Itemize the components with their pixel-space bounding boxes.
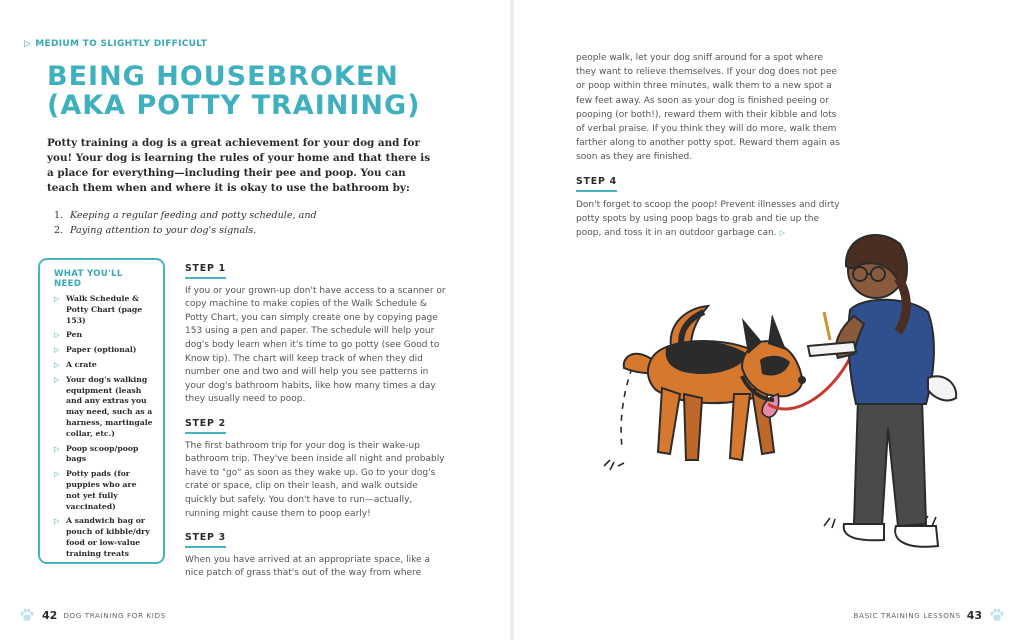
- paw-print-icon: [988, 606, 1006, 624]
- triangle-bullet-icon: ▷: [54, 359, 60, 369]
- need-item: [54, 294, 153, 326]
- need-item: [54, 330, 153, 341]
- step-4-text: Don't forget to scoop the poop! Prevent illnesses and dirty potty spots by using poop bags to grab and tie up the poop, and toss it in an outdoor garbage can.: [576, 199, 840, 239]
- triangle-bullet-icon: ▷: [54, 345, 60, 355]
- left-footer: [18, 606, 166, 624]
- need-item-text: Your dog's walking equipment (leash and any extras you may need, such as a harness, martingale collar, etc.): [66, 374, 153, 438]
- need-item-text: Walk Schedule & Potty Chart (page 153): [66, 294, 143, 325]
- need-item-text: A sandwich bag or pouch of kibble/dry food or low-value training treats: [66, 516, 150, 558]
- step-3-heading: STEP 3: [185, 531, 226, 548]
- steps-column: [185, 258, 447, 587]
- page-title: [47, 62, 421, 120]
- need-box-title: WHAT YOU'LL NEED: [54, 269, 123, 289]
- reason-item: [54, 223, 317, 238]
- need-item-text: A crate: [66, 359, 97, 369]
- step-3-text: When you have arrived at an appropriate space, like a nice patch of grass that's out of the way from where: [185, 554, 430, 579]
- dog: [624, 306, 806, 460]
- need-item: [54, 516, 153, 559]
- reasons-list: [54, 208, 317, 238]
- step-1-heading: STEP 1: [185, 262, 226, 279]
- triangle-bullet-icon: ▷: [54, 516, 60, 526]
- need-item: [54, 469, 153, 512]
- girl: [808, 235, 956, 547]
- triangle-bullet-icon: ▷: [54, 469, 60, 479]
- reason-number: 1.: [54, 210, 64, 221]
- triangle-bullet-icon: ▷: [54, 374, 60, 384]
- difficulty-text: MEDIUM TO SLIGHTLY DIFFICULT: [35, 39, 208, 49]
- right-footer: [854, 606, 1006, 624]
- triangle-bullet-icon: ▷: [54, 443, 60, 453]
- need-item: [54, 345, 153, 356]
- triangle-bullet-icon: ▷: [54, 330, 60, 340]
- step-1-text: If you or your grown-up don't have access to a scanner or copy machine to make copies of the Walk Schedule & Potty Chart, you can simply create one by copying page 153 using a pen and paper. The schedule will help your dog's body learn when it's time to go potty (see Good to Know tip). The chart will keep track of when they did number one and two and will help you see patterns in your dog's bathroom habits, like how many times a day they usually need to poop.: [185, 285, 446, 405]
- triangle-end-icon: ▷: [779, 229, 785, 238]
- intro-paragraph: Potty training a dog is a great achievement for your dog and for you! Your dog is learning the rules of your home and that there is a place for everything—including their pee and poop. You can teach them when and where it is okay to use the bathroom by:: [47, 137, 431, 194]
- girl-walking-dog-illustration: [592, 208, 972, 578]
- step-2-heading: STEP 2: [185, 417, 226, 434]
- paw-print-icon: [18, 606, 36, 624]
- difficulty-label: [24, 39, 207, 49]
- need-item-text: Poop scoop/poop bags: [66, 443, 139, 464]
- step-4-heading: STEP 4: [576, 175, 617, 192]
- title-line-2: (AKA POTTY TRAINING): [47, 90, 421, 121]
- triangle-bullet-icon: ▷: [24, 39, 32, 49]
- reason-item: [54, 208, 317, 223]
- need-list: [54, 294, 153, 560]
- triangle-bullet-icon: ▷: [54, 294, 60, 303]
- what-youll-need-box: [38, 258, 165, 564]
- title-line-1: BEING HOUSEBROKEN: [47, 61, 399, 92]
- need-item: [54, 360, 153, 371]
- need-item: [54, 375, 153, 440]
- step-2-text: The first bathroom trip for your dog is their wake-up bathroom trip. They've been inside all night and probably have to "go" as soon as they wake up. Go to your dog's crate or space, clip on their leash, and walk outside quickly but safely. You don't have to run—actually, running might cause them to poop early!: [185, 440, 445, 519]
- need-item-text: Potty pads (for puppies who are not yet fully vaccinated): [66, 469, 137, 511]
- need-item: [54, 444, 153, 466]
- need-item-text: Pen: [66, 330, 83, 340]
- need-item-text: Paper (optional): [66, 345, 137, 355]
- step-3-continued-text: people walk, let your dog sniff around for a spot where they want to relieve themselves. If your dog does not pee or poop within three minutes, walk them to a new spot a few feet away. As soon as your dog is finished peeing or pooping (or both!), reward them with their kibble and lots of verbal praise. If you think they will do more, walk them farther along to another potty spot. Reward them again as soon as they are finished.: [576, 53, 840, 163]
- page-number-left: 42: [42, 608, 58, 622]
- pee-stream: [621, 368, 632, 448]
- reason-text: Paying attention to your dog's signals.: [70, 225, 257, 236]
- reason-text: Keeping a regular feeding and potty schedule, and: [70, 210, 317, 221]
- book-title-footer: DOG TRAINING FOR KIDS: [63, 610, 166, 620]
- page-number-right: 43: [966, 608, 982, 622]
- reason-number: 2.: [54, 225, 64, 236]
- chapter-title-footer: BASIC TRAINING LESSONS: [853, 610, 961, 620]
